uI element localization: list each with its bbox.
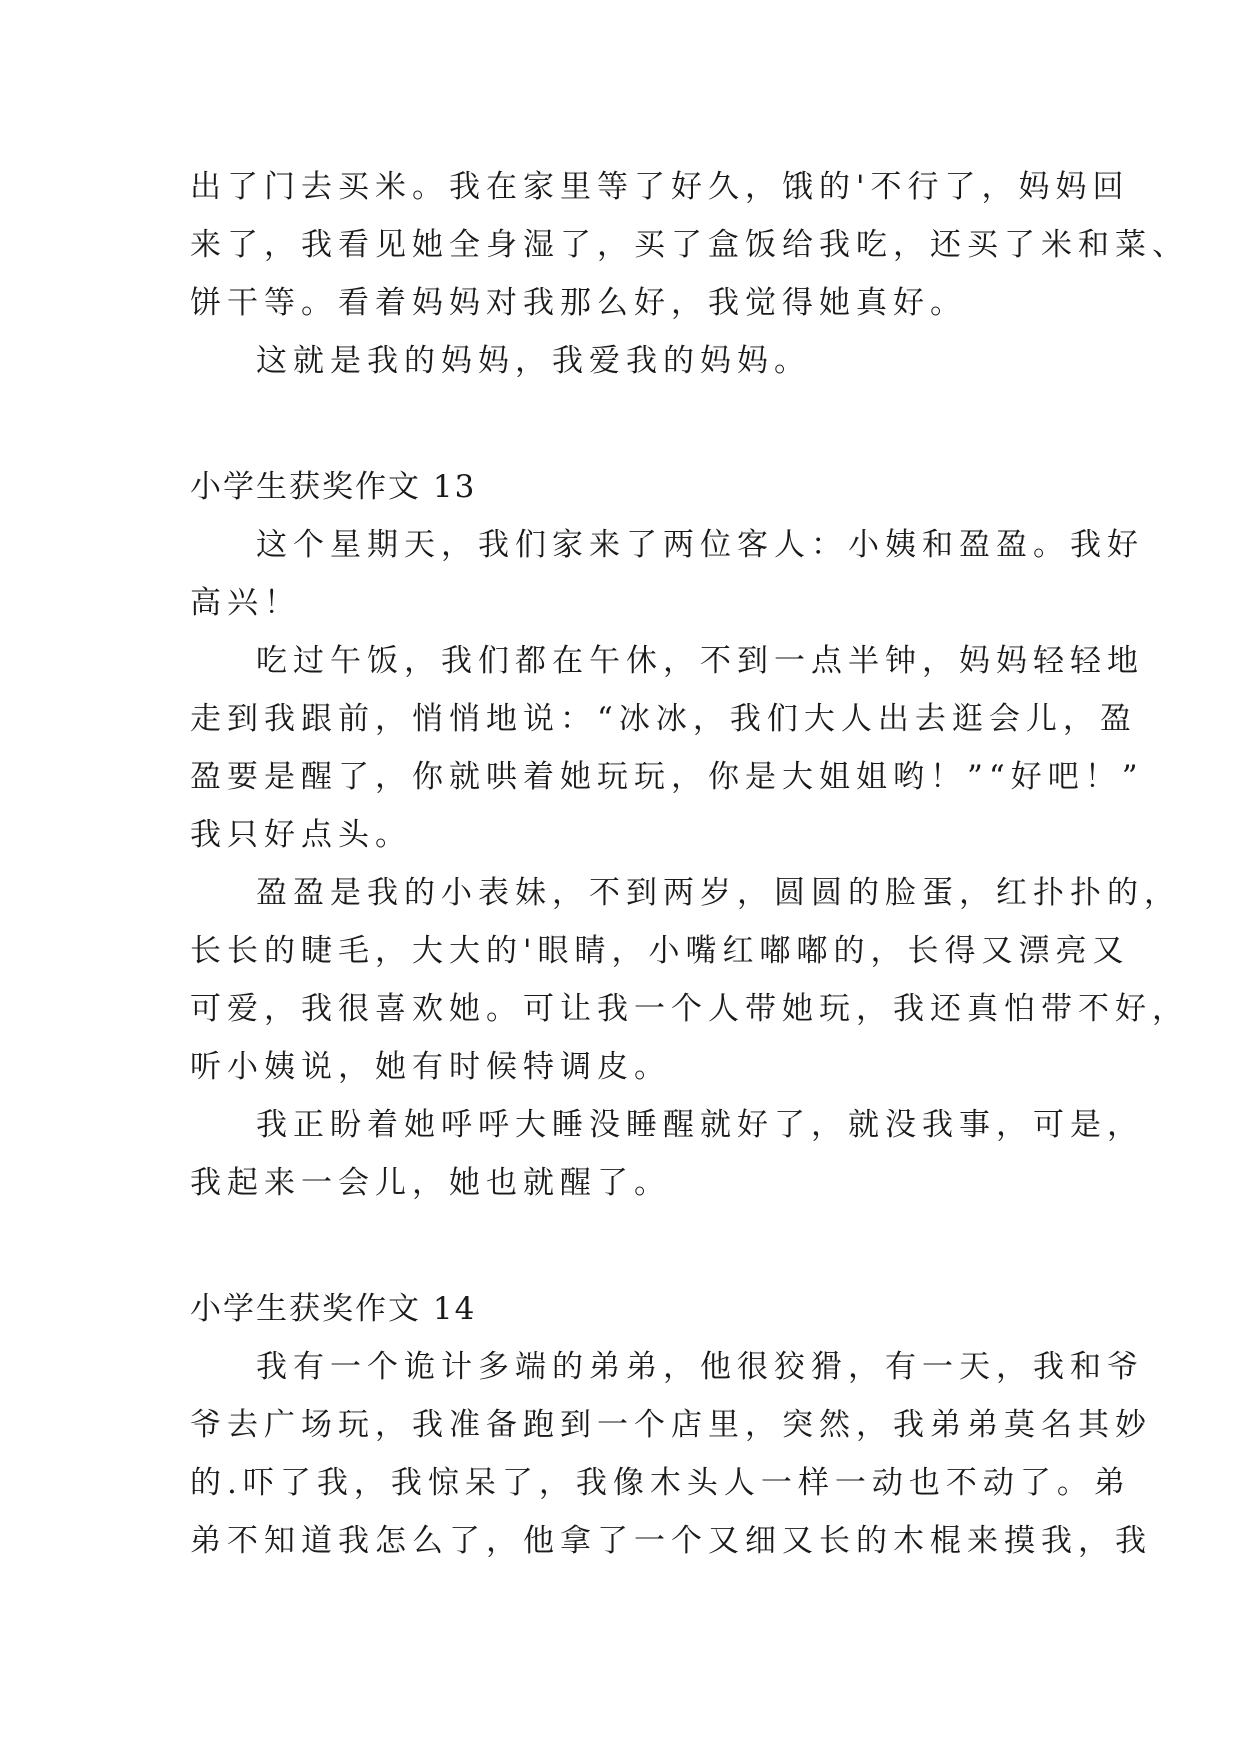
essay-title: 小学生获奖作文 14 — [190, 1291, 477, 1327]
paragraph-line: 的.吓了我，我惊呆了，我像木头人一样一动也不动了。弟 — [190, 1465, 1131, 1501]
paragraph-line: 我有一个诡计多端的弟弟，他很狡猾，有一天，我和爷 — [256, 1349, 1144, 1385]
paragraph-line: 弟不知道我怎么了，他拿了一个又细又长的木棍来摸我，我 — [190, 1523, 1152, 1559]
document-page — [190, 158, 1189, 1570]
section-intro — [190, 158, 1189, 390]
paragraph-line: 走到我跟前，悄悄地说：“冰冰，我们大人出去逛会儿，盈 — [190, 701, 1137, 737]
paragraph-line: 出了门去买米。我在家里等了好久，饿的'不行了，妈妈回 — [190, 169, 1130, 205]
paragraph-line: 这个星期天，我们家来了两位客人：小姨和盈盈。我好 — [256, 527, 1144, 563]
paragraph-line: 我只好点头。 — [190, 817, 412, 853]
paragraph-line: 盈要是醒了，你就哄着她玩玩，你是大姐姐哟！”“好吧！” — [190, 759, 1144, 795]
paragraph-line: 可爱，我很喜欢她。可让我一个人带她玩，我还真怕带不好， — [190, 991, 1189, 1027]
section-gap — [190, 390, 1060, 458]
paragraph-line: 来了，我看见她全身湿了，买了盒饭给我吃，还买了米和菜、 — [190, 227, 1189, 263]
paragraph-line: 饼干等。看着妈妈对我那么好，我觉得她真好。 — [190, 285, 967, 321]
essay-title: 小学生获奖作文 13 — [190, 469, 477, 505]
paragraph-line: 我起来一会儿，她也就醒了。 — [190, 1165, 671, 1201]
paragraph-line: 爷去广场玩，我准备跑到一个店里，突然，我弟弟莫名其妙 — [190, 1407, 1152, 1443]
section-essay-13 — [190, 458, 1189, 1212]
paragraph-line: 盈盈是我的小表妹，不到两岁，圆圆的脸蛋，红扑扑的， — [256, 875, 1181, 911]
paragraph-line: 长长的睫毛，大大的'眼睛，小嘴红嘟嘟的，长得又漂亮又 — [190, 933, 1130, 969]
paragraph-line: 高兴！ — [190, 585, 301, 621]
paragraph-line: 听小姨说，她有时候特调皮。 — [190, 1049, 671, 1085]
paragraph-line: 这就是我的妈妈，我爱我的妈妈。 — [256, 343, 811, 379]
paragraph-line: 吃过午饭，我们都在午休，不到一点半钟，妈妈轻轻地 — [256, 643, 1144, 679]
paragraph-line: 我正盼着她呼呼大睡没睡醒就好了，就没我事，可是， — [256, 1107, 1144, 1143]
section-essay-14 — [190, 1280, 1152, 1570]
section-gap — [190, 1212, 1060, 1280]
